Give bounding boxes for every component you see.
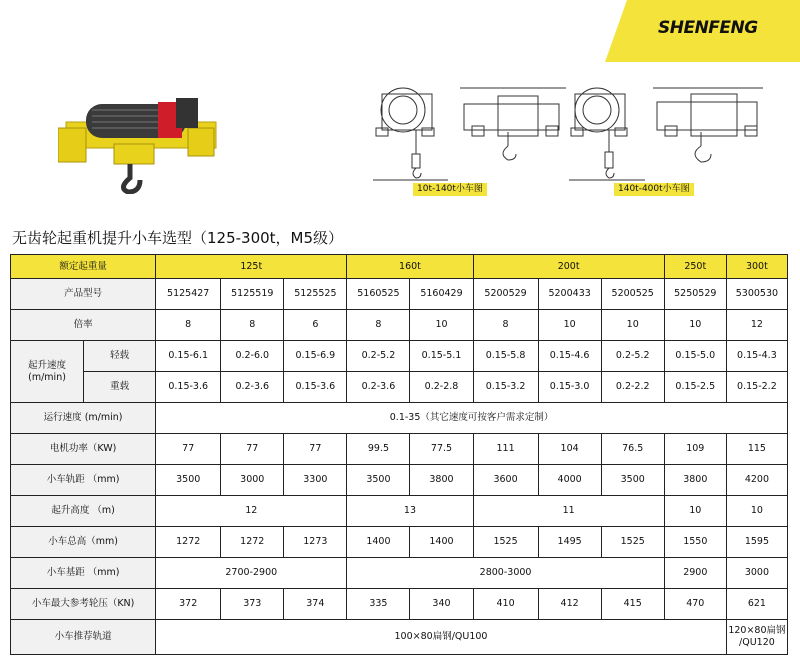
cell: 0.2-5.2 [347,341,410,372]
group-200t: 200t [473,255,664,279]
cell: 0.1-35（其它速度可按客户需求定制） [156,403,788,434]
cell: 0.2-3.6 [347,372,410,403]
cell: 0.15-3.0 [538,372,601,403]
cell: 77 [156,434,221,465]
power-row [11,434,788,465]
diagram1-caption: 10t-140t小车图 [413,183,487,196]
cell: 109 [664,434,726,465]
cell: 120×80扁钢 /QU120 [726,620,787,655]
cell: 5160429 [410,279,473,310]
base-row [11,558,788,589]
cell: 8 [347,310,410,341]
cell: 2800-3000 [347,558,664,589]
cell: 5125525 [284,279,347,310]
cell: 470 [664,589,726,620]
travel-row [11,403,788,434]
cell: 335 [347,589,410,620]
cell: 0.2-2.8 [410,372,473,403]
cell: 412 [538,589,601,620]
cell: 1550 [664,527,726,558]
cell: 77.5 [410,434,473,465]
cell: 1595 [726,527,787,558]
cell: 76.5 [601,434,664,465]
cell: 104 [538,434,601,465]
cell: 1272 [221,527,284,558]
cell: 0.15-3.6 [156,372,221,403]
sub-label: 轻载 [84,341,156,372]
row-label: 小车最大参考轮压（KN) [11,589,156,620]
cell: 2900 [664,558,726,589]
cell: 5250529 [664,279,726,310]
ratio-row [11,310,788,341]
cell: 10 [664,310,726,341]
cell: 77 [221,434,284,465]
cell: 3000 [726,558,787,589]
cell: 10 [601,310,664,341]
crane-trolley-photo [58,84,218,194]
cell: 621 [726,589,787,620]
cell: 5125519 [221,279,284,310]
row-label: 产品型号 [11,279,156,310]
header-row [11,255,788,279]
height-row [11,527,788,558]
group-125t: 125t [156,255,347,279]
cell: 100×80扁钢/QU100 [156,620,727,655]
cell: 10 [410,310,473,341]
row-label: 起升高度 （m) [11,496,156,527]
cell: 3600 [473,465,538,496]
cell: 0.2-3.6 [221,372,284,403]
speed-light-row [11,341,788,372]
cell: 0.2-2.2 [601,372,664,403]
row-label: 小车轨距 （mm) [11,465,156,496]
trolley-diagram-small [368,82,573,194]
row-label: 电机功率（KW) [11,434,156,465]
cell: 115 [726,434,787,465]
cell: 5300530 [726,279,787,310]
cell: 372 [156,589,221,620]
cell: 3000 [221,465,284,496]
cell: 3800 [664,465,726,496]
cell: 8 [221,310,284,341]
cell: 1525 [473,527,538,558]
page-title: 无齿轮起重机提升小车选型（125-300t，M5级） [12,229,344,247]
row-label: 运行速度 (m/min) [11,403,156,434]
cell: 1273 [284,527,347,558]
cell: 0.15-5.0 [664,341,726,372]
cell: 373 [221,589,284,620]
cell: 11 [473,496,664,527]
cell: 12 [726,310,787,341]
cell: 0.15-5.8 [473,341,538,372]
selection-table [10,254,788,655]
lift-row [11,496,788,527]
speed-heavy-row [11,372,788,403]
cell: 3500 [601,465,664,496]
row-label: 小车推荐轨道 [11,620,156,655]
cell: 0.15-6.9 [284,341,347,372]
header-label: 额定起重量 [11,255,156,279]
cell: 2700-2900 [156,558,347,589]
diagram2-caption: 140t-400t小车图 [614,183,694,196]
cell: 1400 [347,527,410,558]
cell: 5200529 [473,279,538,310]
cell: 4000 [538,465,601,496]
cell: 340 [410,589,473,620]
cell: 99.5 [347,434,410,465]
cell: 5200525 [601,279,664,310]
group-250t: 250t [664,255,726,279]
cell: 0.15-3.2 [473,372,538,403]
cell: 6 [284,310,347,341]
cell: 1495 [538,527,601,558]
cell: 10 [538,310,601,341]
cell: 8 [473,310,538,341]
cell: 4200 [726,465,787,496]
cell: 10 [726,496,787,527]
cell: 5125427 [156,279,221,310]
sub-label: 重载 [84,372,156,403]
cell: 111 [473,434,538,465]
model-row [11,279,788,310]
cell: 0.15-2.5 [664,372,726,403]
cell: 3500 [347,465,410,496]
cell: 0.15-6.1 [156,341,221,372]
group-300t: 300t [726,255,787,279]
pressure-row [11,589,788,620]
row-label: 小车基距 （mm) [11,558,156,589]
cell: 13 [347,496,473,527]
cell: 8 [156,310,221,341]
cell: 5160525 [347,279,410,310]
gauge-row [11,465,788,496]
cell: 410 [473,589,538,620]
cell: 0.15-5.1 [410,341,473,372]
brand-logo: SHENFENG [658,18,758,38]
row-label: 起升速度 (m/min) [11,341,84,403]
cell: 0.15-3.6 [284,372,347,403]
rail-row [11,620,788,655]
cell: 1400 [410,527,473,558]
cell: 0.15-2.2 [726,372,787,403]
cell: 1525 [601,527,664,558]
cell: 0.15-4.6 [538,341,601,372]
cell: 3300 [284,465,347,496]
cell: 1272 [156,527,221,558]
cell: 3500 [156,465,221,496]
group-160t: 160t [347,255,473,279]
cell: 77 [284,434,347,465]
cell: 3800 [410,465,473,496]
trolley-diagram-large [565,82,770,194]
cell: 0.2-6.0 [221,341,284,372]
cell: 5200433 [538,279,601,310]
cell: 10 [664,496,726,527]
row-label: 小车总高（mm) [11,527,156,558]
cell: 0.15-4.3 [726,341,787,372]
row-label: 倍率 [11,310,156,341]
cell: 0.2-5.2 [601,341,664,372]
cell: 415 [601,589,664,620]
cell: 374 [284,589,347,620]
cell: 12 [156,496,347,527]
